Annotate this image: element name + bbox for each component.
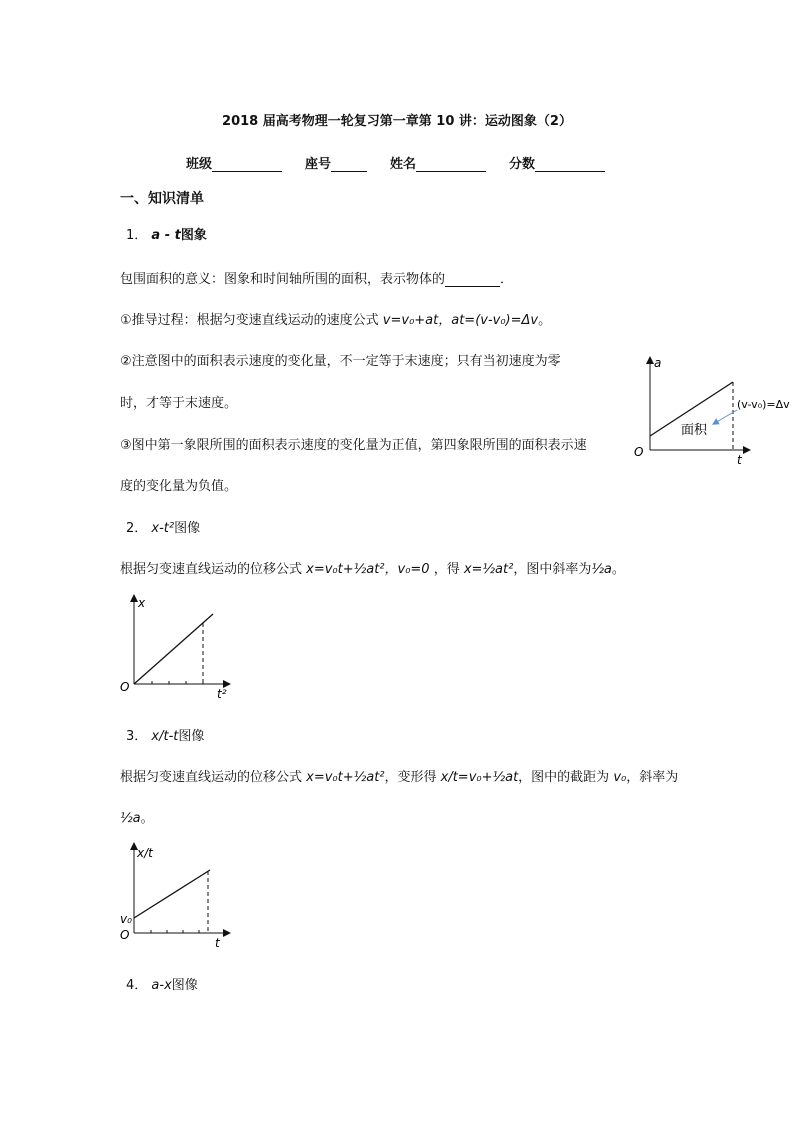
xt-t-x-label: t: [215, 936, 220, 950]
seat-field: [305, 153, 367, 172]
x-t2-y-label: x: [138, 596, 146, 610]
class-label: 班级: [186, 157, 213, 172]
item4-title: [126, 974, 198, 993]
item1-var: a - t: [151, 228, 181, 243]
section-heading: 一、知识清单: [120, 191, 204, 207]
item2-title: [126, 517, 200, 536]
seat-blank[interactable]: [331, 157, 367, 172]
item1-paragraph-3-line1: ②注意图中的面积表示速度的变化量，不一定等于末速度；只有当初速度为零: [120, 354, 561, 369]
a-t-graph: [625, 350, 794, 470]
item3-var: x/t-t: [151, 729, 179, 744]
x-t2-graph: [115, 592, 235, 702]
x-t2-line: [134, 614, 213, 684]
item2-num: 2．: [126, 521, 148, 536]
score-label: 分数: [509, 157, 536, 172]
item1-paragraph-3-line2: 时，才等于末速度。: [120, 396, 238, 411]
item1-answer-blank[interactable]: [445, 272, 500, 287]
xt-t-line: [134, 870, 210, 918]
item4-var: a-x: [151, 978, 172, 993]
item1-title: [126, 224, 207, 243]
class-blank[interactable]: [212, 157, 282, 172]
a-t-y-label: a: [654, 356, 662, 370]
item2-var: x-t²: [151, 521, 175, 536]
name-blank[interactable]: [416, 157, 486, 172]
a-t-area-label: 面积: [681, 423, 708, 438]
item4-title-text: 图像: [171, 978, 198, 993]
xt-t-graph: [115, 838, 235, 950]
item1-num: 1．: [126, 228, 148, 243]
page-title: 2018 届高考物理一轮复习第一章第 10 讲：运动图象（2）: [222, 114, 572, 129]
item3-title-text: 图像: [178, 729, 205, 744]
a-t-x-label: t: [737, 453, 742, 467]
item4-num: 4．: [126, 978, 148, 993]
item2-paragraph-1: 根据匀变速直线运动的位移公式 x=v₀t+½at²，v₀=0 ，得 x=½at²，图中斜率为½a。: [120, 562, 625, 577]
xt-t-y-label: x/t: [137, 846, 153, 860]
item1-paragraph-1: 包围面积的意义：图象和时间轴所围的面积，表示物体的 ．: [120, 272, 514, 287]
item1-paragraph-2: ①推导过程：根据匀变速直线运动的速度公式 v=v₀+at，at=(v-v₀)=Δv。: [120, 313, 552, 328]
x-t2-x-label: t²: [217, 687, 227, 701]
item1-paragraph-4-line1: ③图中第一象限所围的面积表示速度的变化量为正值，第四象限所围的面积表示速: [120, 438, 587, 453]
a-t-origin: O: [634, 445, 644, 459]
seat-label: 座号: [305, 157, 332, 172]
item3-paragraph-1: 根据匀变速直线运动的位移公式 x=v₀t+½at²，变形得 x/t=v₀+½at，图中的截距为 v₀，斜率为: [120, 770, 679, 785]
a-t-annotation-arrow: [715, 410, 737, 423]
score-field: [509, 153, 605, 172]
name-field: [390, 153, 486, 172]
item1-paragraph-4-line2: 度的变化量为负值。: [120, 479, 238, 494]
score-blank[interactable]: [535, 157, 605, 172]
xt-t-origin: O: [120, 928, 130, 942]
name-label: 姓名: [390, 157, 417, 172]
item1-title-text: 图象: [180, 228, 207, 243]
class-field: [186, 153, 282, 172]
item3-num: 3．: [126, 729, 148, 744]
item3-title: [126, 725, 204, 744]
item2-title-text: 图像: [174, 521, 201, 536]
a-t-annotation: (v-v₀)=Δv: [737, 398, 790, 411]
item3-paragraph-2: ½a。: [120, 811, 154, 826]
x-t2-origin: O: [120, 680, 130, 694]
xt-t-intercept-label: v₀: [120, 912, 132, 926]
